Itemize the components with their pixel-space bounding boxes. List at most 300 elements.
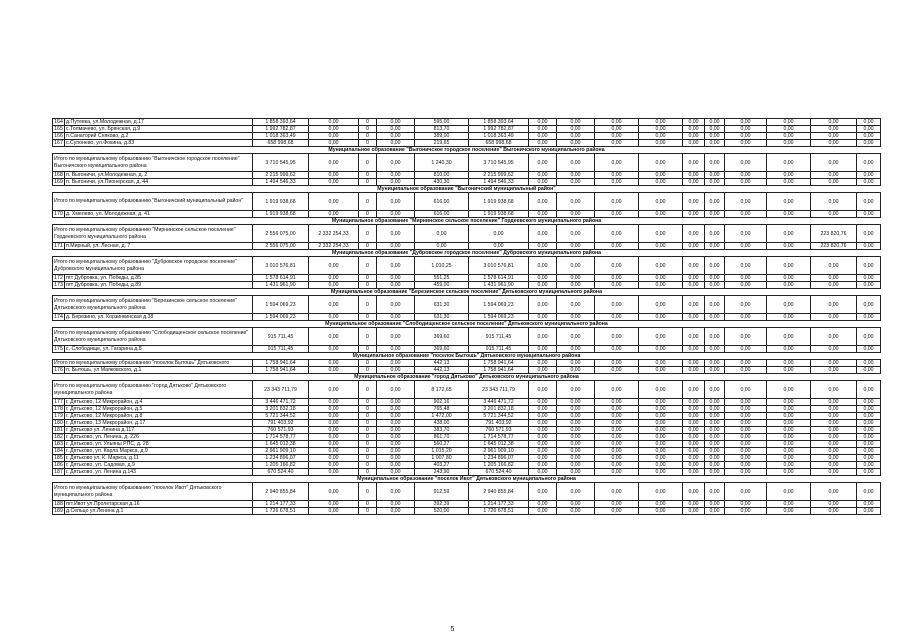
value-cell: 0,00 [377,501,415,508]
value-cell: 0,00 [595,172,639,179]
value-cell: 1 205 166,82 [469,462,529,469]
value-cell: 791 403,92 [253,420,309,427]
value-cell: 0,00 [377,406,415,413]
value-cell: 0,00 [767,508,811,515]
value-cell: 0,00 [705,420,725,427]
subtotal-cell: 0,00 [377,328,415,346]
value-cell: 0,00 [377,172,415,179]
subtotal-cell: 1 919 938,68 [253,193,309,211]
table-row [53,441,881,448]
subtotal-cell: 0,00 [767,154,811,172]
value-cell: 0,00 [683,211,705,218]
subtotal-cell: 0,00 [683,483,705,501]
value-cell: 0,00 [811,179,857,186]
subtotal-row [53,381,881,399]
value-cell: 631,30 [415,314,469,321]
value-cell: 0,00 [767,441,811,448]
value-cell: 0,00 [767,448,811,455]
value-cell: 0,00 [529,462,557,469]
subtotal-label: Итого по муниципальному образованию "Дубровское городское поселение" Дубровского муниципального района [53,257,253,275]
table-row [53,462,881,469]
value-cell: 0,00 [857,406,881,413]
value-cell: 1 494 546,33 [253,179,309,186]
section-heading: Муниципальное образование "Выгоничское городское поселение" Выгоничского муниципального района [53,147,881,154]
subtotal-label: Итого по муниципальному образованию "Мирнинское сельское поселение" Гордеевского муниципального района [53,225,253,243]
value-cell: 1 919 938,68 [253,211,309,218]
value-cell: 0,00 [857,282,881,289]
value-cell: 0,00 [725,243,767,250]
value-cell: 0,00 [595,413,639,420]
value-cell: 0,00 [811,448,857,455]
value-cell: 0,00 [595,434,639,441]
section-heading-row [53,321,881,328]
value-cell: 0,00 [557,434,595,441]
row-number: 185 [54,455,63,461]
value-cell: 392,39 [415,501,469,508]
subtotal-cell: 3 010 576,81 [469,257,529,275]
value-cell: 0,00 [639,441,683,448]
address-cell: д.Сельцо ул.Ленина д.1 [65,508,253,515]
value-cell: 442,13 [415,367,469,374]
value-cell: 243,90 [415,469,469,476]
subtotal-cell: 0 [359,381,377,399]
subtotal-cell: 0,00 [377,225,415,243]
value-cell: 0,00 [309,179,359,186]
value-cell: 0,00 [557,413,595,420]
section-heading-row [53,374,881,381]
subtotal-cell: 0 [359,328,377,346]
address-cell: г. Дятьково, ул. Ульяны РПС, д. 28 [65,441,253,448]
value-cell: 1 992 782,87 [253,126,309,133]
value-cell: 403,27 [415,462,469,469]
value-cell: 0,00 [557,211,595,218]
value-cell: 0,00 [857,275,881,282]
subtotal-cell: 2 940 855,84 [253,483,309,501]
subtotal-cell: 0,00 [377,296,415,314]
subtotal-cell: 0,00 [811,360,857,367]
value-cell: 0,00 [857,243,881,250]
value-cell: 0 [359,434,377,441]
address-cell: пгт Дубровка, ул. Победы, д.85 [65,275,253,282]
value-cell: 0,00 [309,119,359,126]
value-cell: 3 446 471,72 [469,399,529,406]
subtotal-cell: 0,00 [557,257,595,275]
subtotal-cell: 0,00 [683,154,705,172]
value-cell: 0,00 [857,434,881,441]
subtotal-row [53,193,881,211]
value-cell: 1 645 012,38 [469,441,529,448]
subtotal-cell: 0,00 [595,225,639,243]
value-cell: 0 [359,462,377,469]
value-cell: 0,00 [857,314,881,321]
subtotal-cell: 23 343 711,79 [469,381,529,399]
value-cell: 0,00 [725,462,767,469]
value-cell: 0,00 [811,172,857,179]
subtotal-cell: 0,00 [595,483,639,501]
table-row [53,133,881,140]
section-heading-row [53,147,881,154]
value-cell: 0,00 [309,420,359,427]
value-cell: 0,00 [767,434,811,441]
value-cell: 0,00 [811,140,857,147]
subtotal-cell: 0,00 [683,381,705,399]
value-cell: 915 711,45 [469,346,529,353]
value-cell: 383,70 [415,427,469,434]
value-cell: 0 [359,413,377,420]
value-cell: 0,00 [639,501,683,508]
value-cell: 389,00 [415,133,469,140]
subtotal-cell: 0,00 [811,193,857,211]
value-cell: 0,00 [377,346,415,353]
value-cell: 0,00 [857,140,881,147]
value-cell: 0,00 [683,346,705,353]
value-cell: 0,00 [595,469,639,476]
value-cell: 5 721 344,52 [469,413,529,420]
subtotal-cell: 0,00 [857,296,881,314]
subtotal-cell: 0,00 [683,257,705,275]
row-number: 174 [54,314,63,320]
value-cell: 0,00 [309,501,359,508]
value-cell: 0 [359,508,377,515]
address-cell: с.Супонево, ул.Фокина, д.83 [65,140,253,147]
subtotal-cell: 0,00 [557,193,595,211]
value-cell: 0,00 [595,367,639,374]
section-heading: Муниципальное образование "Мирнинское сельское поселение" Гордеевского муниципального района [53,218,881,225]
section-heading: Муниципальное образование "поселок Бытошь" Дятьковского муниципального района [53,353,881,360]
section-heading-row [53,476,881,483]
value-cell: 0,00 [811,282,857,289]
value-cell: 0,00 [309,140,359,147]
value-cell: 0,00 [557,508,595,515]
subtotal-cell: 1 594 069,23 [469,296,529,314]
value-cell: 0,00 [309,413,359,420]
value-cell: 0,00 [557,399,595,406]
row-number: 182 [54,434,63,440]
value-cell: 0,00 [767,133,811,140]
value-cell: 0,00 [767,243,811,250]
value-cell: 0,00 [705,275,725,282]
value-cell: 0,00 [557,172,595,179]
section-heading: Муниципальное образование "поселок Ивот" Дятьковского муниципального района [53,476,881,483]
value-cell: 1 431 961,90 [253,282,309,289]
value-cell: 0,00 [639,367,683,374]
value-cell: 0,00 [683,133,705,140]
value-cell: 2 556 075,00 [253,243,309,250]
value-cell: 0,00 [725,508,767,515]
value-cell: 0,00 [557,462,595,469]
value-cell: 0,00 [857,469,881,476]
subtotal-cell: 1 594 069,23 [253,296,309,314]
value-cell: 0,00 [725,441,767,448]
table-row [53,406,881,413]
value-cell: 0,00 [705,427,725,434]
value-cell: 813,70 [415,126,469,133]
value-cell: 0,00 [557,406,595,413]
value-cell: 0,00 [529,399,557,406]
value-cell: 0,00 [595,462,639,469]
value-cell: 0,00 [725,427,767,434]
row-number: 186 [54,462,63,468]
value-cell: 861,70 [415,434,469,441]
value-cell: 0,00 [683,126,705,133]
value-cell: 0,00 [725,448,767,455]
value-cell: 0,00 [857,133,881,140]
subtotal-row [53,257,881,275]
value-cell: 0,00 [725,282,767,289]
value-cell: 0,00 [705,211,725,218]
subtotal-cell: 1 010,25 [415,257,469,275]
table-row [53,501,881,508]
value-cell: 1 758 941,64 [469,367,529,374]
value-cell: 0,00 [725,133,767,140]
value-cell: 0,00 [595,508,639,515]
subtotal-cell: 0,00 [557,296,595,314]
value-cell: 0,00 [705,243,725,250]
row-number: 175 [54,346,63,352]
value-cell: 1 726 678,51 [253,508,309,515]
value-cell: 0,00 [705,140,725,147]
value-cell: 0,00 [309,275,359,282]
value-cell: 670 524,40 [469,469,529,476]
value-cell: 0 [359,133,377,140]
subtotal-cell: 223 820,76 [811,225,857,243]
subtotal-cell: 0,00 [309,193,359,211]
value-cell: 0,00 [529,346,557,353]
value-cell: 520,00 [415,508,469,515]
value-cell: 0,00 [639,172,683,179]
subtotal-label: Итого по муниципальному образованию "Березинское сельское поселение" Дятьковского муниципального района [53,296,253,314]
value-cell: 0,00 [639,179,683,186]
subtotal-cell: 0,00 [705,328,725,346]
value-cell: 3 201 832,18 [253,406,309,413]
subtotal-cell: 0,00 [857,257,881,275]
value-cell: 0,00 [811,508,857,515]
subtotal-cell: 0,00 [595,328,639,346]
subtotal-cell: 0,00 [725,154,767,172]
value-cell: 0 [359,448,377,455]
subtotal-cell: 0,00 [767,193,811,211]
value-cell: 0,00 [767,314,811,321]
subtotal-cell: 0 [359,360,377,367]
value-cell: 0,00 [857,413,881,420]
value-cell: 0,00 [529,133,557,140]
subtotal-cell: 915 711,45 [253,328,309,346]
value-cell: 1 714 578,77 [253,434,309,441]
value-cell: 0,00 [557,441,595,448]
row-number: 173 [54,282,63,288]
subtotal-cell: 0,00 [725,483,767,501]
subtotal-cell: 0,00 [529,154,557,172]
value-cell: 0,00 [857,179,881,186]
value-cell: 0,00 [857,420,881,427]
value-cell: 616,00 [415,211,469,218]
value-cell: 0,00 [725,346,767,353]
subtotal-cell: 0,00 [639,360,683,367]
value-cell: 0,00 [639,420,683,427]
value-cell: 0,00 [595,346,639,353]
value-cell: 0,00 [811,211,857,218]
subtotal-cell: 616,00 [415,193,469,211]
value-cell: 0,00 [639,399,683,406]
value-cell: 0,00 [857,211,881,218]
value-cell: 1 992 782,87 [469,126,529,133]
value-cell: 0,00 [595,119,639,126]
value-cell: 1 472,00 [415,413,469,420]
value-cell: 0,00 [309,448,359,455]
value-cell: 5 721 344,52 [253,413,309,420]
row-number: 168 [54,172,63,178]
table-row [53,211,881,218]
value-cell: 0,00 [639,508,683,515]
section-heading: Муниципальное образование "Слободищенское сельское поселение" Дятьковского муниципального района [53,321,881,328]
subtotal-cell: 0,00 [557,154,595,172]
value-cell: 0,00 [469,243,529,250]
value-cell: 1 714 578,77 [469,434,529,441]
value-cell: 0,00 [557,119,595,126]
value-cell: 0,00 [811,413,857,420]
value-cell: 670 524,40 [253,469,309,476]
value-cell: 0,00 [529,427,557,434]
value-cell: 0,00 [767,172,811,179]
subtotal-cell: 0,00 [595,257,639,275]
register-sheet [52,118,880,515]
subtotal-cell: 0,00 [725,225,767,243]
subtotal-cell: 0,00 [725,360,767,367]
subtotal-cell: 0,00 [377,483,415,501]
value-cell: 0,00 [529,140,557,147]
value-cell: 0,00 [377,420,415,427]
value-cell: 0 [359,275,377,282]
subtotal-cell: 0,00 [811,257,857,275]
row-number: 183 [54,441,63,447]
subtotal-cell: 0,00 [683,225,705,243]
value-cell: 0,00 [309,455,359,462]
value-cell: 0,00 [811,119,857,126]
row-number: 169 [54,179,63,185]
value-cell: 0,00 [557,133,595,140]
table-row [53,399,881,406]
value-cell: 0,00 [767,469,811,476]
value-cell: 0,00 [683,462,705,469]
value-cell: 0,00 [683,427,705,434]
value-cell: 0,00 [725,140,767,147]
subtotal-cell: 0,00 [705,225,725,243]
address-cell: г. Дятьково, 12 Микрорайон, д.4 [65,399,253,406]
subtotal-row [53,225,881,243]
value-cell: 0 [359,427,377,434]
subtotal-cell: 0,00 [377,257,415,275]
table-row [53,119,881,126]
value-cell: 0,00 [309,367,359,374]
subtotal-cell: 0,00 [309,154,359,172]
value-cell: 0,00 [725,211,767,218]
address-cell: пгт Дубровка, ул. Победы, д.89 [65,282,253,289]
subtotal-cell: 0,00 [557,483,595,501]
address-cell: г. Дятьково, ул. Ленина д.143 [65,469,253,476]
row-number: 181 [54,427,63,433]
value-cell: 0 [359,441,377,448]
subtotal-cell: 442,13 [415,360,469,367]
value-cell: 0,00 [857,367,881,374]
value-cell: 0,00 [811,133,857,140]
value-cell: 0,00 [705,126,725,133]
value-cell: 0,00 [377,314,415,321]
value-cell: 0,00 [639,211,683,218]
value-cell: 0,00 [767,346,811,353]
value-cell: 0 [359,140,377,147]
value-cell: 0,00 [683,420,705,427]
subtotal-cell: 0,00 [705,296,725,314]
subtotal-cell: 0,00 [377,193,415,211]
subtotal-cell: 0,00 [767,296,811,314]
value-cell: 3 201 832,18 [469,406,529,413]
value-cell: 0,00 [529,434,557,441]
value-cell: 0,00 [683,501,705,508]
subtotal-cell: 0,00 [811,296,857,314]
value-cell: 0,00 [811,469,857,476]
subtotal-cell: 0,00 [705,154,725,172]
subtotal-cell: 0 [359,193,377,211]
subtotal-cell: 0,00 [595,296,639,314]
value-cell: 0,00 [309,406,359,413]
value-cell: 0,00 [377,469,415,476]
value-cell: 2 961 909,10 [253,448,309,455]
value-cell: 0 [359,243,377,250]
value-cell: 1 205 166,82 [253,462,309,469]
section-heading: Муниципальное образование "Березинское сельское поселение" Дятьковского муниципального района [53,289,881,296]
value-cell: 0,00 [529,314,557,321]
value-cell: 0,00 [595,243,639,250]
value-cell: 0,00 [377,140,415,147]
value-cell: 0,00 [705,367,725,374]
value-cell: 0,00 [595,275,639,282]
row-number: 178 [54,406,63,412]
subtotal-cell: 0,00 [639,296,683,314]
value-cell: 0,00 [767,406,811,413]
value-cell: 0,00 [767,126,811,133]
value-cell: 0,00 [683,448,705,455]
subtotal-cell: 0,00 [595,381,639,399]
address-cell: г. Дятьково ул. К. Маркса, д.11 [65,455,253,462]
value-cell: 0,00 [639,462,683,469]
value-cell: 0 [359,346,377,353]
subtotal-cell: 0,00 [705,360,725,367]
value-cell: 0,00 [309,399,359,406]
table-row [53,346,881,353]
address-cell: п.Санаторий Сняково, д.2 [65,133,253,140]
value-cell: 0,00 [639,406,683,413]
value-cell: 1 594 069,23 [469,314,529,321]
value-cell: 0,00 [811,346,857,353]
value-cell: 0,00 [683,406,705,413]
value-cell: 0,00 [857,126,881,133]
value-cell: 0,00 [725,406,767,413]
subtotal-cell: 0,00 [725,193,767,211]
value-cell: 0 [359,469,377,476]
address-cell: пгт.Ивот ул.Пролетарская д.16 [65,501,253,508]
value-cell: 0,00 [377,462,415,469]
subtotal-cell: 0,00 [639,225,683,243]
value-cell: 0,00 [705,455,725,462]
value-cell: 0,00 [557,243,595,250]
value-cell: 0,00 [639,243,683,250]
value-cell: 0,00 [725,501,767,508]
value-cell: 0,00 [309,314,359,321]
value-cell: 0,00 [529,420,557,427]
subtotal-cell: 0,00 [857,154,881,172]
subtotal-cell: 0,00 [705,257,725,275]
value-cell: 0,00 [683,508,705,515]
